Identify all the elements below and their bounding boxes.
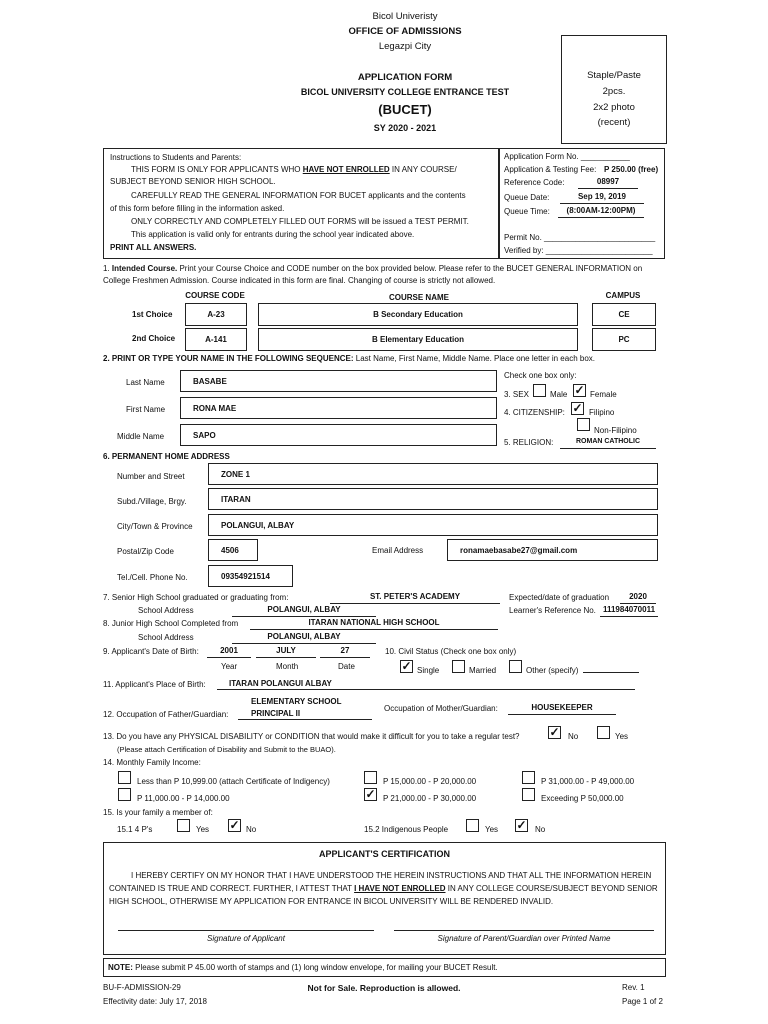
income-6-checkbox[interactable]: [522, 788, 535, 801]
instructions-p2: CAREFULLY READ THE GENERAL INFORMATION FOR BUCET applicants and the contents: [131, 191, 466, 200]
income-5-label: P 31,000.00 - P 49,000.00: [541, 777, 635, 786]
fourps-no-label: No: [246, 825, 257, 834]
lrn-label: Learner's Reference No.: [509, 606, 596, 615]
income-1-label: Less than P 10,999.00 (attach Certificate of Indigency): [137, 777, 330, 786]
city-label: City/Town & Province: [117, 522, 193, 531]
certification-line-1: I HEREBY CERTIFY ON MY HONOR THAT I HAVE UNDERSTOOD THE HEREIN INSTRUCTIONS AND THAT ALL THE INFORMATION HEREIN: [131, 871, 652, 880]
filipino-label: Filipino: [589, 408, 615, 417]
fourps-yes-checkbox[interactable]: [177, 819, 190, 832]
email-label: Email Address: [372, 546, 424, 555]
photo-line-1: Staple/Paste: [587, 70, 641, 81]
middle-name-label: Middle Name: [117, 432, 165, 441]
mother-occupation-label: Occupation of Mother/Guardian:: [384, 704, 498, 713]
lrn-value[interactable]: 111984070011: [600, 605, 658, 617]
revision: Rev. 1: [622, 983, 645, 992]
disability-yes-label: Yes: [615, 732, 629, 741]
income-3-label: P 15,000.00 - P 20,000.00: [383, 777, 477, 786]
second-choice-code[interactable]: A-141: [185, 328, 247, 351]
dob-date-caption: Date: [338, 662, 355, 671]
school-year: SY 2020 - 2021: [373, 123, 437, 133]
ip-yes-checkbox[interactable]: [466, 819, 479, 832]
ref-code-value: 08997: [578, 177, 638, 189]
street-field[interactable]: ZONE 1: [208, 463, 658, 485]
street-label: Number and Street: [117, 472, 185, 481]
religion-label: 5. RELIGION:: [504, 438, 554, 447]
not-for-sale: Not for Sale. Reproduction is allowed.: [307, 983, 461, 993]
form-code: BU-F-ADMISSION-29: [103, 983, 181, 992]
dob-year-caption: Year: [221, 662, 238, 671]
income-3-checkbox[interactable]: [364, 771, 377, 784]
instructions-p3: ONLY CORRECTLY AND COMPLETELY FILLED OUT FORMS will be issued a TEST PERMIT.: [131, 217, 469, 226]
female-checkbox[interactable]: ✓: [574, 383, 585, 397]
single-label: Single: [417, 666, 440, 675]
queue-time-value: (8:00AM-12:00PM): [558, 206, 644, 218]
shs-address-value[interactable]: POLANGUI, ALBAY: [232, 605, 376, 617]
member-label: 15. Is your family a member of:: [103, 808, 213, 817]
father-occupation-label: 12. Occupation of Father/Guardian:: [103, 710, 229, 719]
permit-no: Permit No. _________________________: [504, 233, 656, 242]
queue-time-label: Queue Time:: [504, 207, 550, 216]
certification-line-2: CONTAINED IS TRUE AND CORRECT. FURTHER, I ATTEST THAT I HAVE NOT ENROLLED IN ANY COLLEGE COURSE/SUBJECT BEYOND SENIOR: [109, 884, 658, 893]
dob-label: 9. Applicant's Date of Birth:: [103, 647, 199, 656]
queue-date-value: Sep 19, 2019: [560, 192, 644, 204]
test-title: BICOL UNIVERSITY COLLEGE ENTRANCE TEST: [300, 87, 510, 97]
single-checkbox[interactable]: ✓: [401, 659, 412, 673]
zip-field[interactable]: 4506: [208, 539, 258, 561]
page-number: Page 1 of 2: [622, 997, 663, 1006]
other-status-checkbox[interactable]: [509, 660, 522, 673]
non-filipino-label: Non-Filipino: [594, 426, 637, 435]
office-name: OFFICE OF ADMISSIONS: [348, 26, 462, 37]
shs-address-label: School Address: [138, 606, 194, 615]
civil-status-label: 10. Civil Status (Check one box only): [385, 647, 517, 656]
first-choice-campus[interactable]: CE: [592, 303, 656, 326]
ip-yes-label: Yes: [485, 825, 499, 834]
form-title: APPLICATION FORM: [357, 72, 453, 83]
instructions-p1: THIS FORM IS ONLY FOR APPLICANTS WHO HAVE NOT ENROLLED IN ANY COURSE/: [131, 165, 457, 174]
disability-note: (Please attach Certification of Disability and Submit to the BUAO).: [117, 745, 336, 754]
income-4-label: P 21,000.00 - P 30,000.00: [383, 794, 477, 803]
ref-code-label: Reference Code:: [504, 178, 565, 187]
disability-no-label: No: [568, 732, 579, 741]
other-status-label: Other (specify): [526, 666, 579, 675]
tel-label: Tel./Cell. Phone No.: [117, 573, 188, 582]
instructions-p4: This application is valid only for entrants during the school year indicated above.: [131, 230, 415, 239]
campus-header: CAMPUS: [605, 291, 641, 300]
income-2-label: P 11,000.00 - P 14,000.00: [137, 794, 230, 803]
photo-line-4: (recent): [597, 117, 631, 128]
first-name-field[interactable]: RONA MAE: [180, 397, 497, 419]
intended-course-text-cont: College Freshmen Admission. Course indicated in this form are final. Changing of course is strictly not allowed.: [103, 276, 496, 285]
disability-label: 13. Do you have any PHYSICAL DISABILITY or CONDITION that would make it difficult for you to take a regular test?: [103, 732, 520, 741]
subd-field[interactable]: ITARAN: [208, 488, 658, 510]
photo-box: [561, 35, 667, 144]
verified-by: Verified by: ________________________: [504, 246, 653, 255]
sex-label: 3. SEX: [504, 390, 529, 399]
last-name-field[interactable]: BASABE: [180, 370, 497, 392]
parent-signature-line[interactable]: [394, 930, 654, 931]
non-filipino-checkbox[interactable]: [577, 418, 590, 431]
fourps-yes-label: Yes: [196, 825, 210, 834]
shs-label: 7. Senior High School graduated or graduating from:: [103, 593, 289, 602]
first-name-label: First Name: [126, 405, 166, 414]
email-field[interactable]: ronamaebasabe27@gmail.com: [447, 539, 658, 561]
applicant-signature-line[interactable]: [118, 930, 374, 931]
citizenship-label: 4. CITIZENSHIP:: [504, 408, 565, 417]
last-name-label: Last Name: [126, 378, 165, 387]
first-choice-course[interactable]: B Secondary Education: [258, 303, 578, 326]
dob-month-caption: Month: [276, 662, 299, 671]
course-code-header: COURSE CODE: [185, 291, 245, 300]
applicant-signature-caption: Signature of Applicant: [207, 934, 285, 943]
tel-field[interactable]: 09354921514: [208, 565, 293, 587]
income-2-checkbox[interactable]: [118, 788, 131, 801]
city-field[interactable]: POLANGUI, ALBAY: [208, 514, 658, 536]
certification-line-3: HIGH SCHOOL, OTHERWISE MY APPLICATION FOR ENTRANCE IN BICOL UNIVERSITY WILL BE RENDERED INVALID.: [109, 897, 554, 906]
disability-no-checkbox[interactable]: ✓: [549, 725, 560, 739]
birthplace-value[interactable]: ITARAN POLANGUI ALBAY: [217, 679, 635, 690]
note-text: NOTE: Please submit P 45.00 worth of stamps and (1) long window envelope, for mailing your BUCET Result.: [108, 963, 498, 972]
fourps-label: 15.1 4 P's: [117, 825, 153, 834]
jhs-value[interactable]: ITARAN NATIONAL HIGH SCHOOL: [250, 618, 498, 630]
photo-line-3: 2x2 photo: [593, 102, 635, 113]
male-checkbox[interactable]: [533, 384, 546, 397]
app-form-no: Application Form No. ___________: [504, 152, 630, 161]
name-sequence-text: 2. PRINT OR TYPE YOUR NAME IN THE FOLLOWING SEQUENCE: Last Name, First Name, Middle Name. Place one letter in each box.: [103, 354, 595, 363]
income-label: 14. Monthly Family Income:: [103, 758, 201, 767]
other-status-line[interactable]: [583, 672, 639, 673]
second-choice-label: 2nd Choice: [132, 334, 176, 343]
income-5-checkbox[interactable]: [522, 771, 535, 784]
test-acronym: (BUCET): [378, 102, 432, 117]
second-choice-campus[interactable]: PC: [592, 328, 656, 351]
shs-value[interactable]: ST. PETER'S ACADEMY: [330, 592, 500, 604]
instructions-p5: PRINT ALL ANSWERS.: [110, 243, 197, 252]
female-label: Female: [590, 390, 617, 399]
parent-signature-caption: Signature of Parent/Guardian over Printed Name: [437, 934, 611, 943]
married-checkbox[interactable]: [452, 660, 465, 673]
father-occupation-line1: ELEMENTARY SCHOOL: [251, 697, 342, 706]
effectivity-date: Effectivity date: July 17, 2018: [103, 997, 207, 1006]
photo-line-2: 2pcs.: [602, 86, 626, 97]
first-choice-code[interactable]: A-23: [185, 303, 247, 326]
first-choice-label: 1st Choice: [132, 310, 173, 319]
certification-title: APPLICANT'S CERTIFICATION: [319, 849, 450, 859]
jhs-label: 8. Junior High School Completed from: [103, 619, 239, 628]
ip-no-checkbox[interactable]: ✓: [516, 818, 527, 832]
subd-label: Subd./Village, Brgy.: [117, 497, 187, 506]
home-address-title: 6. PERMANENT HOME ADDRESS: [103, 452, 230, 461]
disability-yes-checkbox[interactable]: [597, 726, 610, 739]
middle-name-field[interactable]: SAPO: [180, 424, 497, 446]
dob-month[interactable]: JULY: [256, 646, 316, 658]
birthplace-label: 11. Applicant's Place of Birth:: [103, 680, 206, 689]
intended-course-text: 1. Intended Course. Print your Course Choice and CODE number on the box provided below. Please refer to the BUCET GENERAL INFORMATION on: [103, 264, 643, 273]
income-6-label: Exceeding P 50,000.00: [541, 794, 624, 803]
dob-date[interactable]: 27: [320, 646, 370, 658]
university-name: Bicol Univeristy: [372, 11, 438, 22]
fee-label: Application & Testing Fee:: [504, 165, 597, 174]
course-name-header: COURSE NAME: [388, 293, 449, 302]
jhs-address-value[interactable]: POLANGUI, ALBAY: [232, 632, 376, 644]
instructions-p1-cont: SUBJECT BEYOND SENIOR HIGH SCHOOL.: [110, 177, 276, 186]
income-4-checkbox[interactable]: ✓: [365, 787, 376, 801]
instructions-heading: Instructions to Students and Parents:: [110, 153, 242, 162]
second-choice-course[interactable]: B Elementary Education: [258, 328, 578, 351]
income-1-checkbox[interactable]: [118, 771, 131, 784]
jhs-address-label: School Address: [138, 633, 194, 642]
mother-occupation-value[interactable]: HOUSEKEEPER: [508, 703, 616, 715]
grad-value[interactable]: 2020: [620, 592, 656, 604]
father-occupation-value[interactable]: PRINCIPAL II: [238, 709, 372, 720]
religion-value[interactable]: ROMAN CATHOLIC: [560, 438, 656, 449]
fee-value: P 250.00 (free): [604, 165, 659, 174]
filipino-checkbox[interactable]: ✓: [572, 401, 583, 415]
check-one-label: Check one box only:: [504, 371, 577, 380]
ip-no-label: No: [535, 825, 546, 834]
queue-date-label: Queue Date:: [504, 193, 550, 202]
grad-label: Expected/date of graduation: [509, 593, 610, 602]
city-name: Legazpi City: [378, 41, 432, 52]
male-label: Male: [550, 390, 568, 399]
fourps-no-checkbox[interactable]: ✓: [229, 818, 240, 832]
ip-label: 15.2 Indigenous People: [364, 825, 449, 834]
zip-label: Postal/Zip Code: [117, 547, 174, 556]
instructions-p2-cont: of this form before filling in the information asked.: [110, 204, 285, 213]
married-label: Married: [469, 666, 497, 675]
dob-year[interactable]: 2001: [207, 646, 251, 658]
